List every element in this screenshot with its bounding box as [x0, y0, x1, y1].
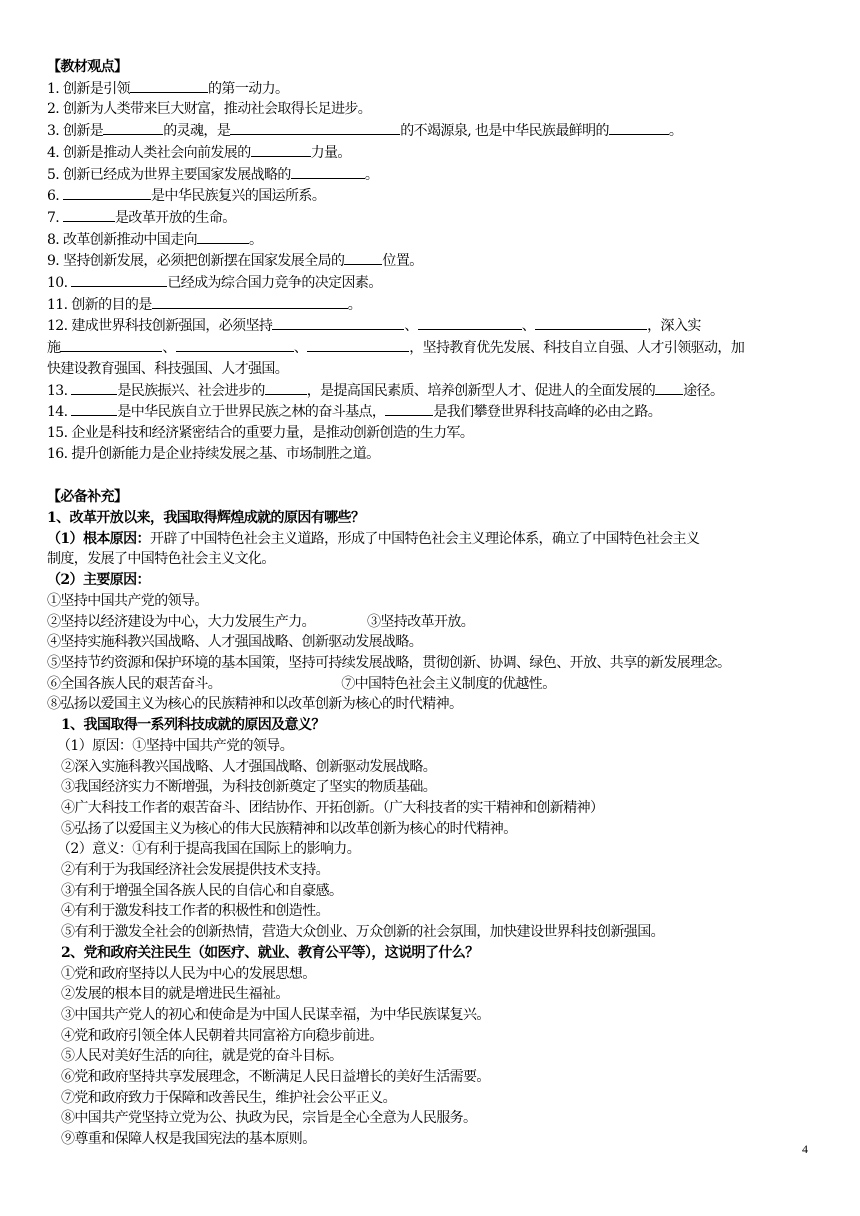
cause-intro: （1）原因：①坚持中国共产党的领导。	[57, 737, 294, 754]
fill-blank[interactable]	[63, 185, 151, 200]
fill-blank[interactable]	[130, 78, 208, 93]
item-1	[47, 78, 822, 100]
text: ，坚持教育优先发展、科技自立自强、人才引领驱动，加	[409, 340, 745, 357]
item-12-cont2: 快建设教育强国、科技强国、人才强国。	[47, 360, 289, 377]
separator: 、	[404, 318, 418, 335]
item-13	[47, 380, 822, 402]
point-7: ⑦党和政府致力于保障和改善民生，维护社会公平正义。	[61, 1089, 396, 1106]
meaning-intro: （2）意义：①有利于提高我国在国际上的影响力。	[57, 841, 361, 858]
point-3: ③中国共产党人的初心和使命是为中国人民谋幸福，为中华民族谋复兴。	[61, 1006, 490, 1023]
fill-blank[interactable]	[609, 120, 669, 135]
main-cause-label: （2）主要原因：	[47, 572, 150, 589]
text: 开辟了中国特色社会主义道路，形成了中国特色社会主义理论体系，确立了中国特色社会主义	[149, 530, 700, 547]
point-9: ⑨尊重和保障人权是我国宪法的基本原则。	[61, 1131, 316, 1148]
fill-blank[interactable]	[418, 315, 522, 330]
text: ，是提高国民素质、培养创新型人才、促进人的全面发展的	[306, 382, 656, 399]
fill-blank[interactable]	[152, 294, 348, 309]
text: 途径。	[683, 382, 724, 399]
text: 10.	[47, 275, 72, 292]
cause-4: ④广大科技工作者的艰苦奋斗、团结协作、开拓创新。（广大科技者的实干精神和创新精神）	[61, 799, 604, 816]
text: 9. 坚持创新发展，必须把创新摆在国家发展全局的	[47, 253, 345, 270]
page-number: 4	[802, 1142, 808, 1156]
item-10	[47, 272, 822, 294]
label: （1）根本原因：	[47, 530, 150, 547]
fill-blank[interactable]	[60, 337, 162, 352]
text: 力量。	[310, 144, 351, 161]
fill-blank[interactable]	[71, 380, 117, 395]
text: 位置。	[382, 253, 423, 270]
text: 8. 改革创新推动中国走向	[47, 231, 198, 248]
document-body	[47, 57, 822, 1150]
separator: 、	[521, 318, 536, 335]
item-16: 16. 提升创新能力是企业持续发展之基、市场制胜之道。	[47, 445, 380, 462]
point-1: ①党和政府坚持以人民为中心的发展思想。	[61, 965, 316, 982]
fill-blank[interactable]	[655, 380, 683, 395]
text: 14.	[47, 404, 72, 421]
root-cause-line	[47, 529, 822, 550]
fill-blank[interactable]	[71, 272, 167, 287]
reason-7: ⑦中国特色社会主义制度的优越性。	[341, 675, 556, 692]
section-heading-supplement: 【必备补充】	[47, 489, 128, 506]
fill-blank[interactable]	[63, 207, 115, 222]
reason-3: ③坚持改革开放。	[367, 613, 475, 630]
fill-blank[interactable]	[535, 315, 647, 330]
point-6: ⑥党和政府坚持共享发展理念，不断满足人民日益增长的美好生活需要。	[61, 1069, 490, 1086]
cause-3: ③我国经济实力不断增强，为科技创新奠定了坚实的物质基础。	[61, 779, 437, 796]
reason-8: ⑧弘扬以爱国主义为核心的民族精神和以改革创新为核心的时代精神。	[47, 696, 463, 713]
point-5: ⑤人民对美好生活的向往，就是党的奋斗目标。	[61, 1048, 343, 1065]
fill-blank[interactable]	[197, 229, 249, 244]
text: 。	[364, 166, 379, 183]
cause-2: ②深入实施科教兴国战略、人才强国战略、创新驱动发展战略。	[61, 758, 437, 775]
section-gap	[47, 464, 822, 487]
text: 是改革开放的生命。	[115, 209, 236, 226]
question-3-heading: 2、党和政府关注民生（如医疗、就业、教育公平等），这说明了什么？	[61, 944, 479, 961]
meaning-5: ⑤有利于激发全社会的创新热情，营造大众创业、万众创新的社会氛围，加快建设世界科技创新强国。	[61, 924, 664, 941]
text: 已经成为综合国力竞争的决定因素。	[167, 275, 382, 292]
text: 是中华民族自立于世界民族之林的奋斗基点，	[117, 404, 386, 421]
text: 是民族振兴、社会进步的	[117, 382, 265, 399]
reason-2-3	[47, 612, 822, 633]
meaning-2: ②有利于为我国经济社会发展提供技术支持。	[61, 862, 329, 879]
reason-6: ⑥全国各族人民的艰苦奋斗。	[47, 675, 222, 692]
point-8: ⑧中国共产党坚持立党为公、执政为民，宗旨是全心全意为人民服务。	[61, 1110, 477, 1127]
text: 的不竭源泉, 也是中华民族最鲜明的	[400, 123, 609, 140]
item-6	[47, 185, 822, 207]
point-4: ④党和政府引领全体人民朝着共同富裕方向稳步前进。	[61, 1027, 383, 1044]
item-14	[47, 401, 822, 423]
text: 是我们攀登世界科技高峰的必由之路。	[433, 404, 662, 421]
reason-6-7	[47, 674, 822, 695]
text: ，深入实	[647, 318, 701, 335]
separator: 、	[162, 340, 176, 357]
meaning-3: ③有利于增强全国各族人民的自信心和自豪感。	[61, 882, 343, 899]
meaning-4: ④有利于激发科技工作者的积极性和创造性。	[61, 903, 329, 920]
fill-blank[interactable]	[265, 380, 307, 395]
point-2: ②发展的根本目的就是增进民生福祉。	[61, 986, 289, 1003]
text: 3. 创新是	[47, 123, 104, 140]
fill-blank[interactable]	[307, 337, 409, 352]
text: 。	[249, 231, 263, 248]
text: 施	[47, 340, 61, 357]
text: 5. 创新已经成为世界主要国家发展战略的	[47, 166, 291, 183]
fill-blank[interactable]	[230, 120, 400, 135]
question-1-heading: 1、改革开放以来，我国取得辉煌成就的原因有哪些？	[47, 510, 365, 527]
root-cause-line-2: 制度，发展了中国特色社会主义文化。	[47, 551, 275, 568]
text: 1. 创新是引领	[47, 80, 131, 97]
text: 4. 创新是推动人类社会向前发展的	[47, 144, 251, 161]
item-12	[47, 315, 822, 337]
item-5	[47, 164, 822, 186]
separator: 、	[293, 340, 308, 357]
text: 。	[668, 123, 683, 140]
text: 。	[347, 296, 362, 313]
item-12-cont	[47, 337, 822, 359]
text: 12. 建成世界科技创新强国，必须坚持	[47, 318, 273, 335]
text: 7.	[47, 209, 64, 226]
fill-blank[interactable]	[291, 164, 365, 179]
reason-2: ②坚持以经济建设为中心，大力发展生产力。	[47, 613, 315, 630]
question-2-heading: 1、我国取得一系列科技成就的原因及意义？	[61, 717, 325, 734]
fill-blank[interactable]	[71, 401, 117, 416]
item-8	[47, 229, 822, 251]
item-9	[47, 250, 822, 272]
item-4	[47, 142, 822, 164]
text: 13.	[47, 382, 72, 399]
item-11	[47, 294, 822, 316]
text: 11. 创新的目的是	[47, 296, 152, 313]
text: 6.	[47, 188, 64, 205]
fill-blank[interactable]	[251, 142, 311, 157]
item-7	[47, 207, 822, 229]
fill-blank[interactable]	[344, 250, 382, 265]
fill-blank[interactable]	[103, 120, 163, 135]
root-cause-paragraph	[47, 529, 822, 570]
section-heading-textbook-views: 【教材观点】	[47, 59, 128, 75]
reason-1: ①坚持中国共产党的领导。	[47, 592, 208, 609]
reason-5: ⑤坚持节约资源和保护环境的基本国策，坚持可持续发展战略，贯彻创新、协调、绿色、开放、共享的新发展理念。	[47, 654, 731, 671]
text: 是中华民族复兴的国运所系。	[151, 188, 326, 205]
cause-5: ⑤弘扬了以爱国主义为核心的伟大民族精神和以改革创新为核心的时代精神。	[61, 820, 517, 837]
fill-blank[interactable]	[385, 401, 433, 416]
text: 的第一动力。	[208, 80, 289, 97]
item-15: 15. 企业是科技和经济紧密结合的重要力量，是推动创新创造的生力军。	[47, 424, 474, 441]
item-3	[47, 120, 822, 142]
item-2: 2. 创新为人类带来巨大财富，推动社会取得长足进步。	[47, 101, 372, 118]
fill-blank[interactable]	[272, 315, 404, 330]
reason-4: ④坚持实施科教兴国战略、人才强国战略、创新驱动发展战略。	[47, 634, 423, 651]
text: 的灵魂，是	[163, 123, 231, 140]
fill-blank[interactable]	[176, 337, 294, 352]
